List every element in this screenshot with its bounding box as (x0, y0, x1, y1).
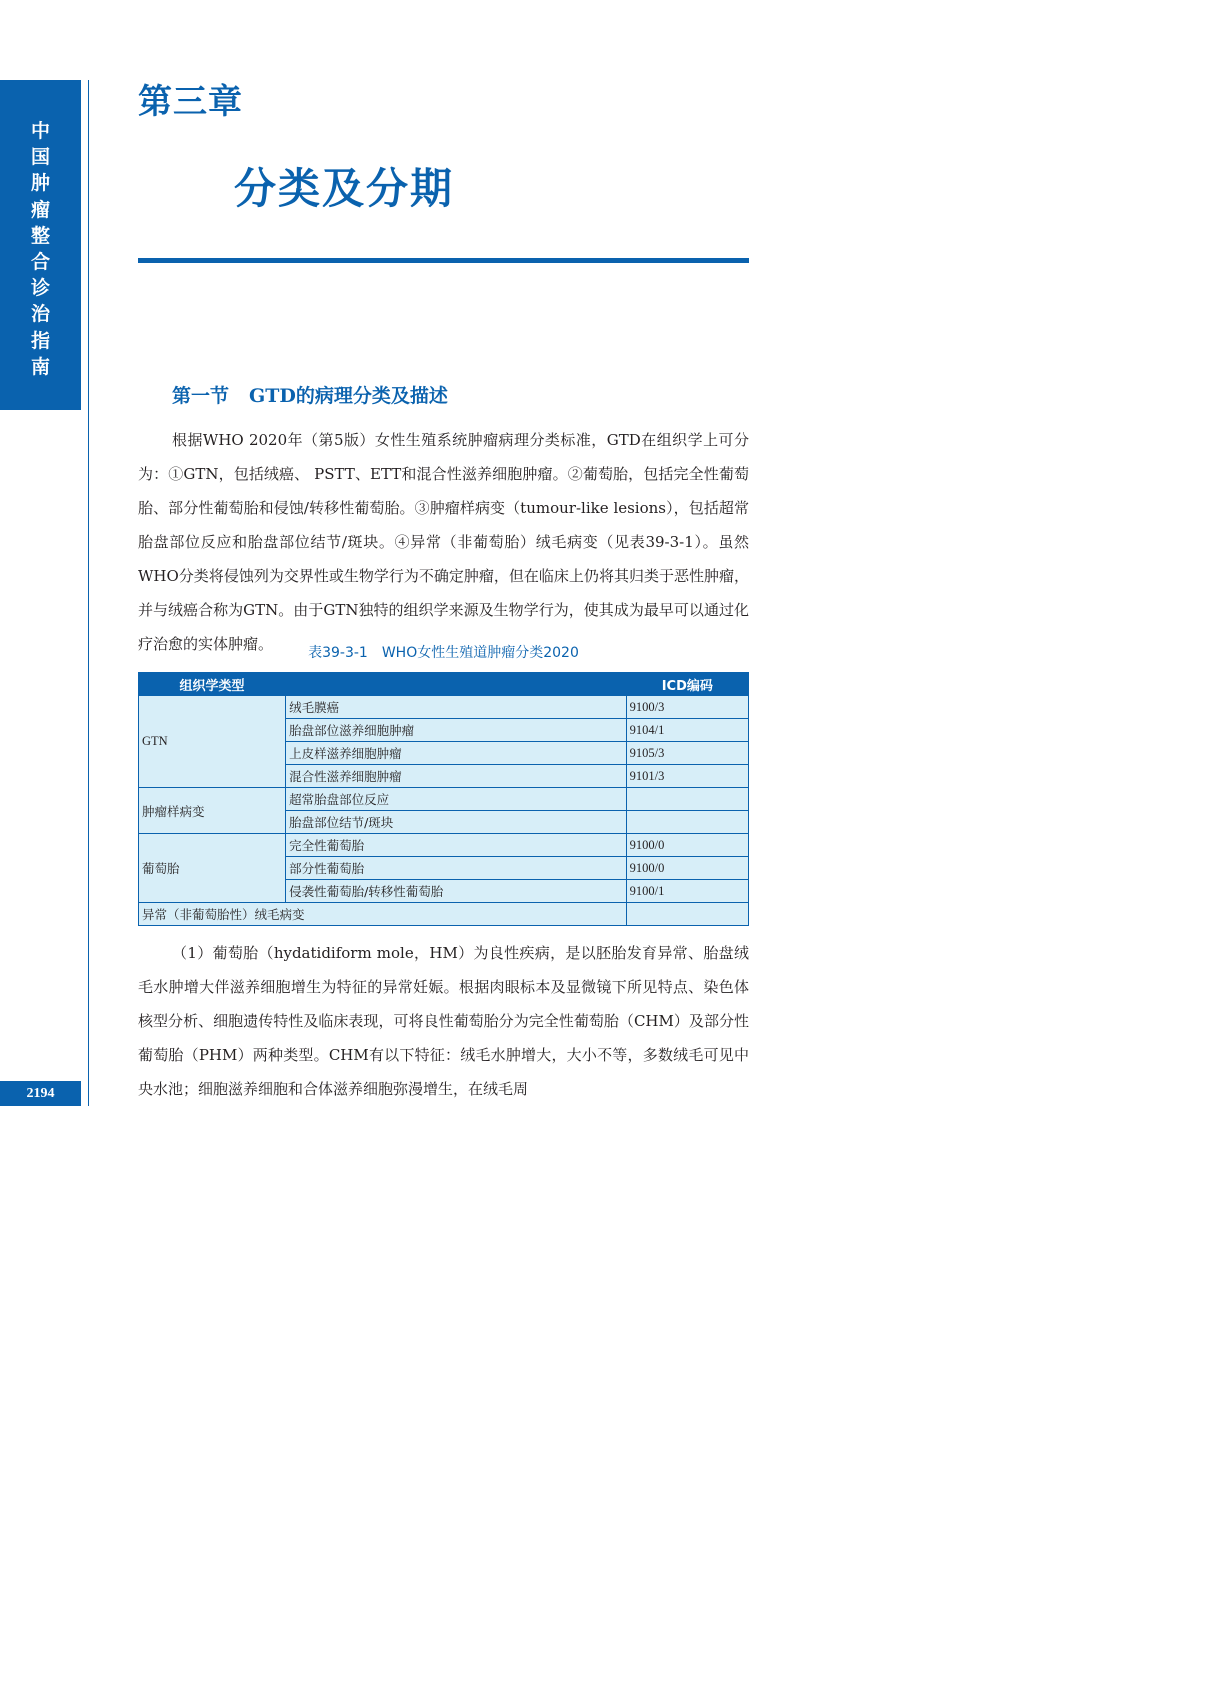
type-cell: 混合性滋养细胞肿瘤 (286, 765, 627, 788)
group-cell: 葡萄胎 (139, 834, 286, 903)
sidebar-title-char: 合 (30, 251, 50, 274)
sidebar-title-char: 南 (30, 355, 50, 378)
page-number: 2194 (0, 1081, 81, 1106)
table-header-row (139, 673, 749, 696)
sidebar-title-char: 诊 (30, 277, 50, 300)
sidebar-title-char: 国 (30, 146, 50, 169)
sidebar-title-char: 指 (30, 329, 50, 352)
table-header-cell: ICD编码 (626, 673, 748, 696)
section-heading (172, 381, 448, 408)
chapter-title: 分类及分期 (234, 164, 455, 213)
table-row (139, 903, 749, 926)
sidebar-title-char: 瘤 (30, 198, 50, 221)
table-row (139, 788, 749, 811)
type-cell: 胎盘部位滋养细胞肿瘤 (286, 719, 627, 742)
type-cell: 部分性葡萄胎 (286, 857, 627, 880)
who-classification-table (138, 672, 749, 926)
margin-divider (88, 80, 89, 1106)
sidebar-title-char: 整 (30, 224, 50, 247)
type-cell: 超常胎盘部位反应 (286, 788, 627, 811)
table-header-cell (286, 673, 627, 696)
icd-cell: 9100/3 (626, 696, 748, 719)
icd-cell: 9100/0 (626, 834, 748, 857)
sidebar-title-char: 肿 (30, 172, 50, 195)
type-cell: 绒毛膜癌 (286, 696, 627, 719)
icd-cell (626, 811, 748, 834)
sidebar-title-char: 中 (30, 120, 50, 142)
icd-cell: 9100/1 (626, 880, 748, 903)
type-cell: 异常（非葡萄胎性）绒毛病变 (139, 903, 627, 926)
group-cell: GTN (139, 696, 286, 788)
body-paragraph: 根据WHO 2020年（第5版）女性生殖系统肿瘤病理分类标准，GTD在组织学上可分为：①GTN，包括绒癌、 PSTT、ETT和混合性滋养细胞肿瘤。②葡萄胎，包括完全性葡萄胎、部分性葡萄胎和侵蚀/转移性葡萄胎。③肿瘤样病变（tumour-like lesions），包括超常胎盘部位反应和胎盘部位结节/斑块。④异常（非葡萄胎）绒毛病变（见表39-3-1）。虽然WHO分类将侵蚀列为交界性或生物学行为不确定肿瘤，但在临床上仍将其归类于恶性肿瘤，并与绒癌合称为GTN。由于GTN独特的组织学来源及生物学行为，使其成为最早可以通过化疗治愈的实体肿瘤。 (138, 431, 749, 653)
icd-cell (626, 788, 748, 811)
type-cell: 完全性葡萄胎 (286, 834, 627, 857)
icd-cell: 9104/1 (626, 719, 748, 742)
chapter-label: 第三章 (138, 82, 243, 122)
icd-cell: 9101/3 (626, 765, 748, 788)
icd-cell (626, 903, 748, 926)
type-cell: 上皮样滋养细胞肿瘤 (286, 742, 627, 765)
table-row (139, 696, 749, 719)
table-header-cell: 组织学类型 (139, 673, 286, 696)
section-title: GTD的病理分类及描述 (249, 385, 448, 407)
sidebar-title-char: 治 (30, 303, 50, 326)
type-cell: 胎盘部位结节/斑块 (286, 811, 627, 834)
icd-cell: 9100/0 (626, 857, 748, 880)
sidebar-book-title (0, 118, 81, 380)
type-cell: 侵袭性葡萄胎/转移性葡萄胎 (286, 880, 627, 903)
group-cell: 肿瘤样病变 (139, 788, 286, 834)
chapter-rule (138, 258, 749, 263)
icd-cell: 9105/3 (626, 742, 748, 765)
section-number: 第一节 (172, 385, 230, 407)
body-paragraph: （1）葡萄胎（hydatidiform mole，HM）为良性疾病，是以胚胎发育异常、胎盘绒毛水肿增大伴滋养细胞增生为特征的异常妊娠。根据肉眼标本及显微镜下所见特点、染色体核型分析、细胞遗传特性及临床表现，可将良性葡萄胎分为完全性葡萄胎（CHM）及部分性葡萄胎（PHM）两种类型。CHM有以下特征：绒毛水肿增大，大小不等，多数绒毛可见中央水池；细胞滋养细胞和合体滋养细胞弥漫增生，在绒毛周 (138, 944, 749, 1098)
table-row (139, 834, 749, 857)
table-caption: 表39-3-1 WHO女性生殖道肿瘤分类2020 (308, 645, 579, 661)
